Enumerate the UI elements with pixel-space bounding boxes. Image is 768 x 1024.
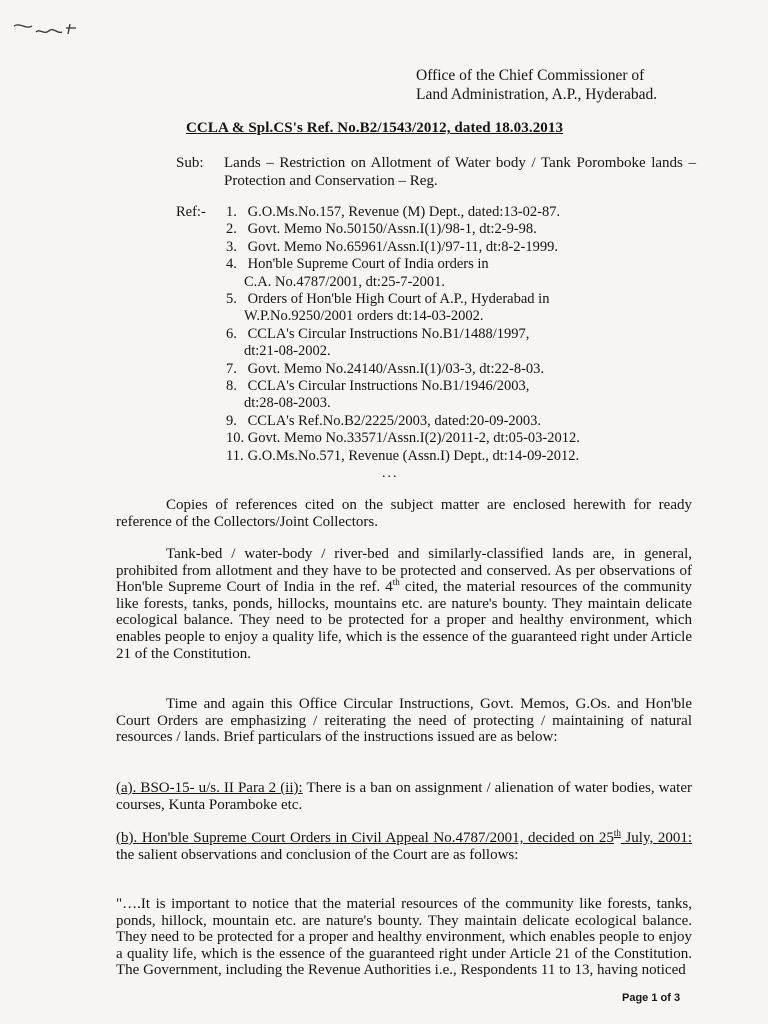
office-heading	[416, 66, 657, 104]
paragraph-tank-bed	[116, 546, 692, 662]
subject-block	[176, 154, 696, 190]
bso-heading: (a). BSO-15- u/s. II Para 2 (ii):	[116, 780, 303, 796]
reference-number: 9.	[226, 412, 237, 429]
reference-item	[226, 204, 696, 221]
reference-number: 4.	[226, 256, 237, 273]
paragraph-tank-bed-part1: Tank-bed / water-body / river-bed and similarly-classified lands are, in general, prohibited from allotment and they have to be protected and conserved. As per observations of Hon'ble Supreme Court of India in the ref. 4	[116, 546, 692, 596]
reference-number: 6.	[226, 325, 237, 342]
reference-item	[226, 413, 696, 430]
reference-text-continued: dt:28-08-2003.	[244, 395, 331, 412]
paragraph-tank-bed-part2: cited, the material resources of the community like forests, tanks, ponds, hillocks, mountains etc. are nature's bounty. They maintain delicate ecological balance. They need to be protected for a proper and healthy environment, which enables people to enjoy a quality life, which is the essence of the guaranteed right under Article 21 of the Constitution.	[116, 579, 692, 662]
reference-item	[226, 256, 696, 291]
reference-text: Govt. Memo No.65961/Assn.I(1)/97-11, dt:8-2-1999.	[247, 238, 559, 255]
reference-text: CCLA's Circular Instructions No.B1/1488/1997,	[247, 325, 530, 342]
bso-text: There is a ban on assignment / alienation of water bodies, water courses, Kunta Poramboke etc.	[116, 780, 692, 813]
reference-item	[226, 378, 696, 413]
reference-text: Hon'ble Supreme Court of India orders in	[247, 256, 489, 273]
reference-item	[226, 448, 696, 465]
reference-text: Govt. Memo No.50150/Assn.I(1)/98-1, dt:2-9-98.	[247, 221, 537, 238]
reference-item	[226, 430, 696, 447]
page-number: Page 1 of 3	[622, 992, 681, 1004]
paragraph-time-and-again: Time and again this Office Circular Instructions, Govt. Memos, G.Os. and Hon'ble Court Orders are emphasizing / reiterating the need of protecting / maintaining of natural resources / lands. Brief particulars of the instructions issued are as below:	[116, 696, 692, 746]
reference-text: Govt. Memo No.33571/Assn.I(2)/2011-2, dt:05-03-2012.	[247, 430, 580, 447]
subject-label: Sub:	[176, 155, 204, 171]
paragraph-bso	[116, 780, 692, 813]
reference-text: CCLA's Ref.No.B2/2225/2003, dated:20-09-2003.	[247, 412, 542, 429]
reference-title: CCLA & Spl.CS's Ref. No.B2/1543/2012, dated 18.03.2013	[186, 120, 564, 136]
paragraph-supreme-court	[116, 830, 692, 863]
reference-text: G.O.Ms.No.157, Revenue (M) Dept., dated:13-02-87.	[247, 204, 561, 220]
supreme-court-heading-2: July, 2001:	[620, 830, 692, 846]
reference-number: 7.	[226, 360, 237, 377]
references-label: Ref:-	[176, 204, 206, 220]
supreme-court-heading-sup: th	[613, 828, 621, 838]
paragraph-quote: "….It is important to notice that the material resources of the community like forests, tanks, ponds, hillock, mountain etc. are nature's bounty. They maintain delicate ecological balance. They need to be protected for a proper and healthy environment, which enables people to enjoy a quality life, which is the essence of the guaranteed right under Article 21 of the Constitution. The Government, including the Revenue Authorities i.e., Respondents 11 to 13, having noticed	[116, 896, 692, 979]
reference-text: Govt. Memo No.24140/Assn.I(1)/03-3, dt:22-8-03.	[247, 360, 545, 377]
reference-number: 8.	[226, 378, 237, 395]
references-block	[176, 204, 696, 465]
reference-number: 11.	[226, 447, 244, 464]
reference-item	[226, 221, 696, 238]
reference-item	[226, 361, 696, 378]
reference-text: G.O.Ms.No.571, Revenue (Assn.I) Dept., dt:14-09-2012.	[247, 447, 580, 464]
references-ellipsis: ...	[382, 466, 399, 481]
paragraph-tank-bed-sup: th	[392, 577, 400, 588]
reference-text: Orders of Hon'ble High Court of A.P., Hyderabad in	[247, 291, 550, 308]
reference-number: 5.	[226, 291, 237, 308]
reference-text: CCLA's Circular Instructions No.B1/1946/2003,	[247, 378, 530, 395]
reference-number: 10.	[226, 430, 245, 447]
reference-number: 2.	[226, 221, 237, 238]
reference-text-continued: C.A. No.4787/2001, dt:25-7-2001.	[244, 273, 445, 290]
reference-number: 1.	[226, 204, 237, 220]
paragraph-copies: Copies of references cited on the subject matter are enclosed herewith for ready reference of the Collectors/Joint Collectors.	[116, 497, 692, 530]
office-line-2: Land Administration, A.P., Hyderabad.	[416, 86, 658, 103]
reference-text-continued: dt:21-08-2002.	[244, 343, 331, 360]
reference-text-continued: W.P.No.9250/2001 orders dt:14-03-2002.	[244, 308, 484, 325]
reference-number: 3.	[226, 238, 237, 255]
reference-item	[226, 326, 696, 361]
office-line-1: Office of the Chief Commissioner of	[416, 67, 645, 84]
reference-item	[226, 291, 696, 326]
supreme-court-heading-1: (b). Hon'ble Supreme Court Orders in Civil Appeal No.4787/2001, decided on 25	[116, 830, 614, 846]
references-list	[226, 204, 696, 465]
reference-item	[226, 239, 696, 256]
handwritten-mark	[10, 14, 90, 44]
subject-text: Lands – Restriction on Allotment of Water body / Tank Poromboke lands – Protection and Conservation – Reg.	[224, 155, 696, 189]
supreme-court-text: the salient observations and conclusion of the Court are as follows:	[116, 846, 519, 863]
